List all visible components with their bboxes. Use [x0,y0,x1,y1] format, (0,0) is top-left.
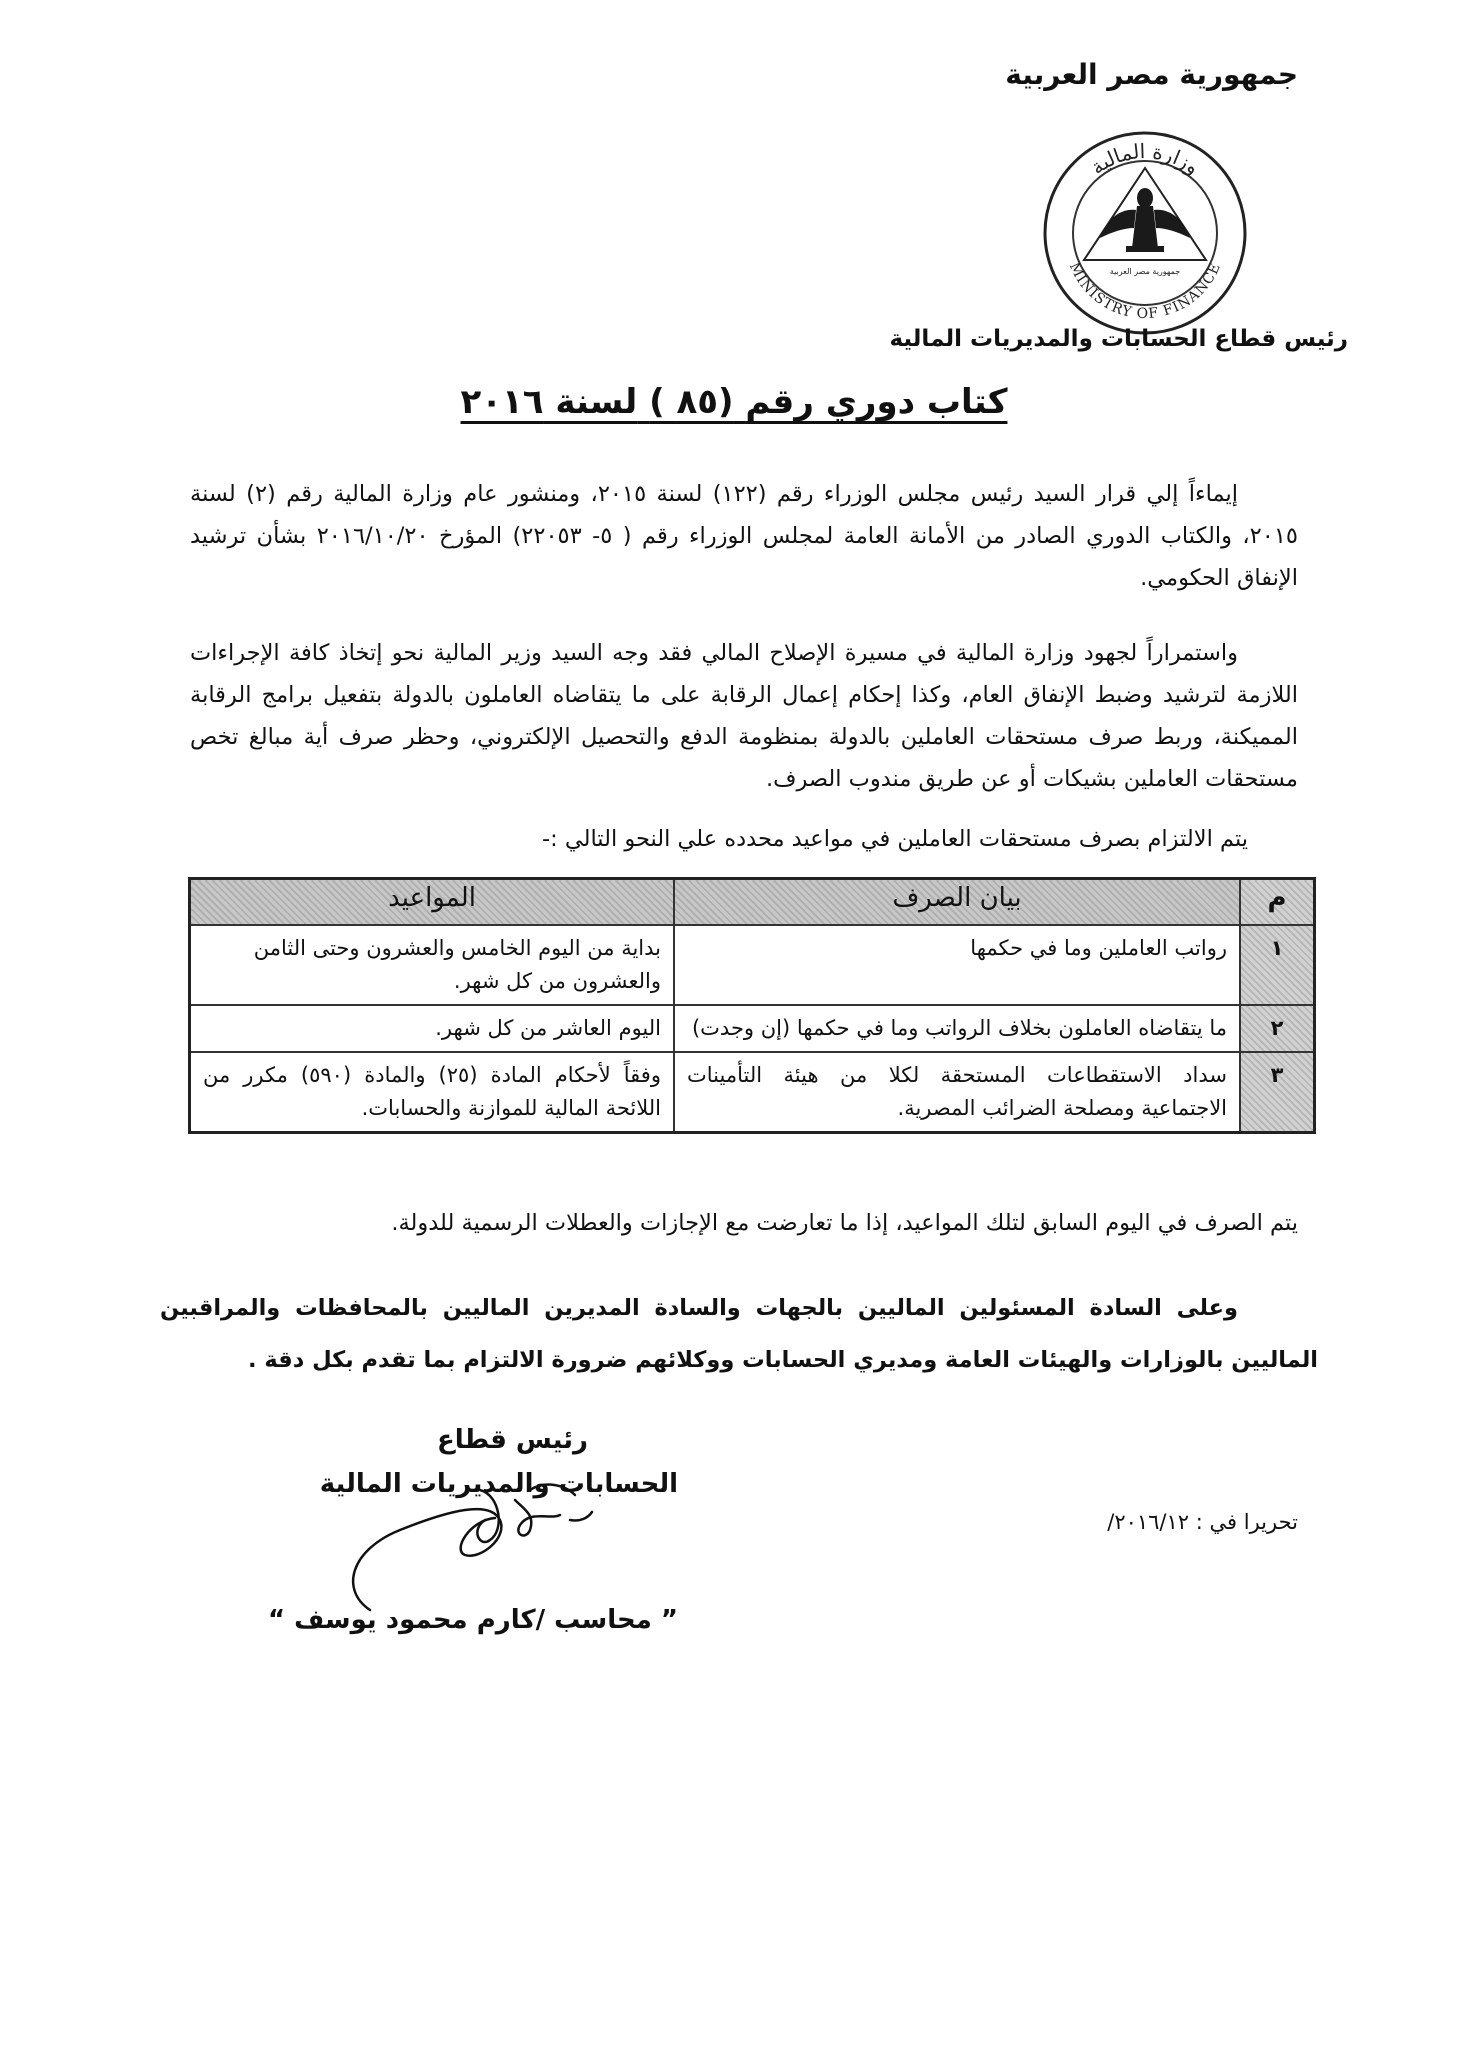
header-num: م [1240,879,1315,926]
row-description: سداد الاستقطاعات المستحقة لكلا من هيئة التأمينات الاجتماعية ومصلحة الضرائب المصرية. [674,1052,1240,1133]
seal-text-ar: وزارة المالية [1086,138,1205,180]
table-row [190,925,1315,1005]
row-description: ما يتقاضاه العاملون بخلاف الرواتب وما في حكمها (إن وجدت) [674,1005,1240,1052]
table-header-row [190,879,1315,926]
payment-schedule-table [188,877,1316,1134]
ministry-seal [1040,128,1250,338]
row-dates: اليوم العاشر من كل شهر. [190,1005,675,1052]
row-num: ٣ [1240,1052,1315,1133]
title-number: (٨٥ ) [649,382,734,422]
date-label: تحريرا في : [1195,1510,1298,1534]
header-sector-head: رئيس قطاع الحسابات والمديريات المالية [889,326,1348,352]
date-value: /٢٠١٦/١٢ [1107,1510,1190,1534]
seal-text-en: MINISTRY OF FINANCE [1065,260,1225,323]
header-dates: المواعيد [190,879,675,926]
row-num: ٢ [1240,1005,1315,1052]
closing-instruction: وعلى السادة المسئولين الماليين بالجهات والسادة المديرين الماليين بالمحافظات والمراقبين الماليين بالوزارات والهيئات العامة ومديري الحسابات ووكلائهم ضرورة الالتزام بما تقدم بكل دقة . [160,1295,1318,1373]
header-country: جمهورية مصر العربية [1005,58,1298,91]
row-dates: بداية من اليوم الخامس والعشرون وحتى الثامن والعشرون من كل شهر. [190,925,675,1005]
row-description: رواتب العاملين وما في حكمها [674,925,1240,1005]
row-num: ١ [1240,925,1315,1005]
seal-emblem-caption: جمهورية مصر العربية [1109,267,1181,276]
table-row [190,1005,1315,1052]
issue-date [1107,1510,1298,1534]
signer-name: ” محاسب /كارم محمود يوسف “ [267,1605,678,1635]
paragraph-reference: إيماءاً إلي قرار السيد رئيس مجلس الوزراء رقم (١٢٢) لسنة ٢٠١٥، ومنشور عام وزارة المالية رقم (٢) لسنة ٢٠١٥، والكتاب الدوري الصادر من الأمانة العامة لمجلس الوزراء رقم ( ٥- ٢٢٠٥٣) المؤرخ ٢٠١٦/١٠/٢٠ بشأن ترشيد الإنفاق الحكومي. [190,481,1298,591]
handwritten-signature [330,1460,630,1620]
title-suffix: لسنة ٢٠١٦ [460,382,638,422]
title-prefix: كتاب دوري رقم [745,382,1008,422]
header-description: بيان الصرف [674,879,1240,926]
document-title [0,382,1468,422]
paragraph-reform: واستمراراً لجهود وزارة المالية في مسيرة الإصلاح المالي فقد وجه السيد وزير المالية نحو إتخاذ كافة الإجراءات اللازمة لترشيد وضبط الإنفاق العام، وكذا إحكام إعمال الرقابة على ما يتقاضاه العاملون بالدولة بتفعيل برامج الرقابة المميكنة، وربط صرف مستحقات العاملين بالدولة بمنظومة الدفع والتحصيل الإلكتروني، وحظر صرف أية مبالغ تخص مستحقات العاملين بشيكات أو عن طريق مندوب الصرف. [190,640,1298,792]
row-dates: وفقاً لأحكام المادة (٢٥) والمادة (٥٩٠) مكرر من اللائحة المالية للموازنة والحسابات. [190,1052,675,1133]
paragraph-schedule-intro: يتم الالتزام بصرف مستحقات العاملين في مواعيد محدده علي النحو التالي :- [541,826,1248,852]
signature-title-line1: رئيس قطاع [436,1425,588,1455]
signature-title-line2: الحسابات والمديريات المالية [319,1469,678,1499]
table-row [190,1052,1315,1133]
holiday-note: يتم الصرف في اليوم السابق لتلك المواعيد، إذا ما تعارضت مع الإجازات والعطلات الرسمية للدولة. [391,1210,1298,1236]
